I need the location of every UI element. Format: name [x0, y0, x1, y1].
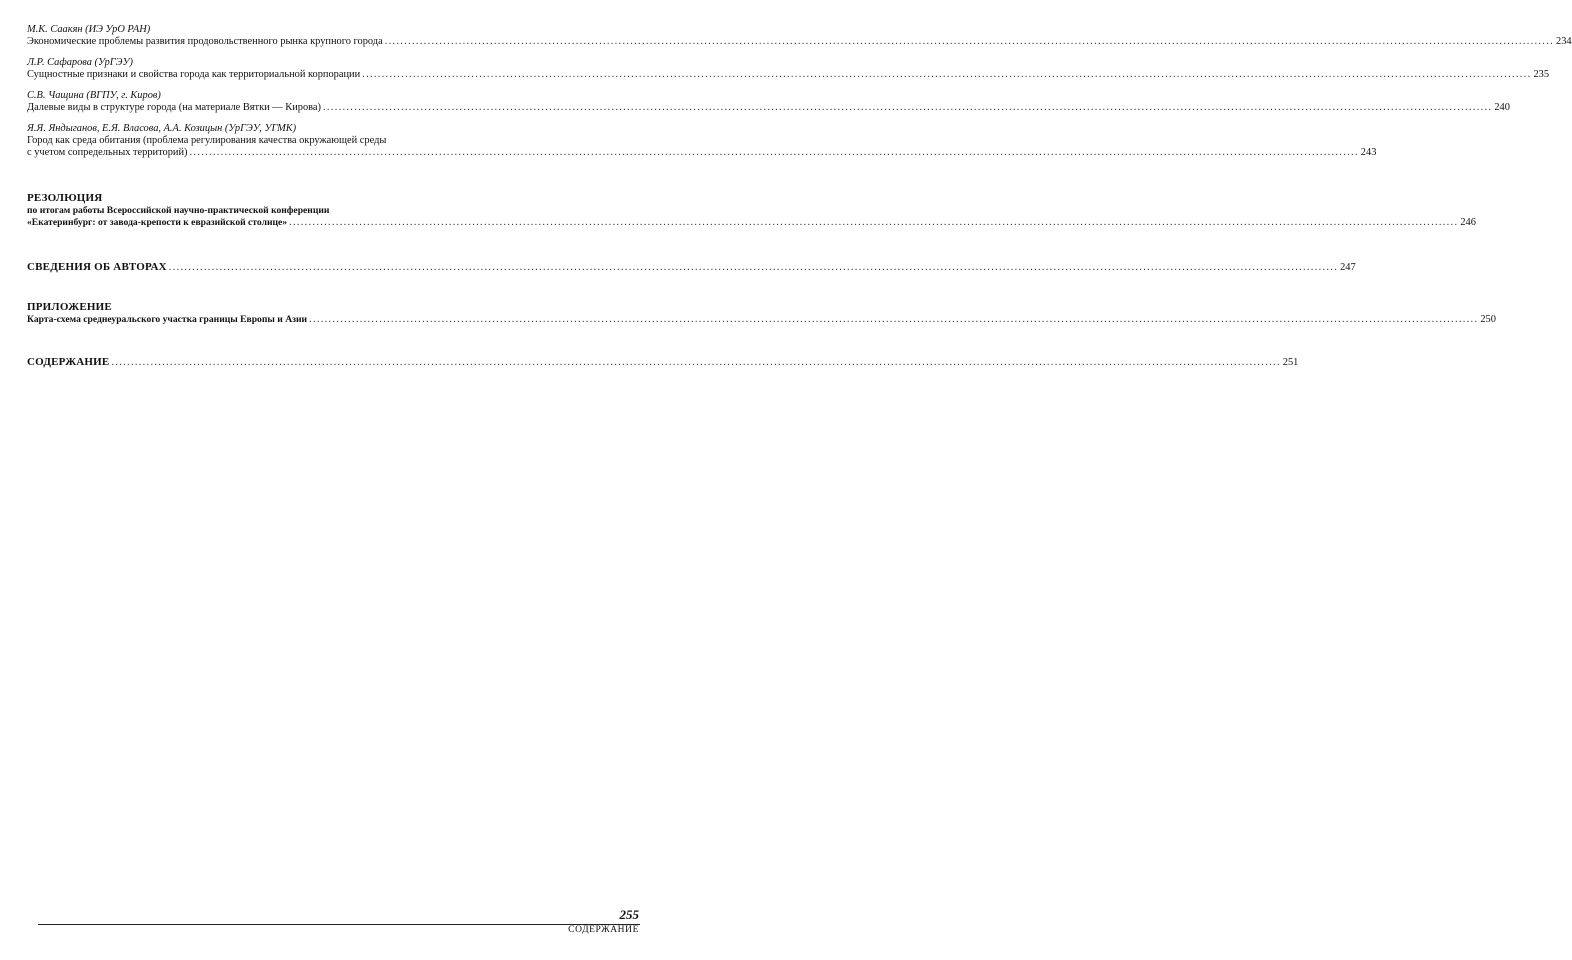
running-head: СОДЕРЖАНИЕ — [568, 925, 639, 935]
entry-title: с учетом сопредельных территорий) — [27, 147, 188, 158]
toc-section-appendix — [27, 301, 1496, 326]
dot-leader: ............................................................................................................................................................................................................................................................................................................ — [384, 36, 1554, 47]
toc-section-authors — [27, 261, 1356, 274]
section-page-number: 250 — [1480, 314, 1496, 325]
dot-leader: ............................................................................................................................................................................................................................................................................................................ — [323, 102, 1493, 113]
entry-page-number: 235 — [1533, 69, 1550, 80]
entry-page-number: 234 — [1556, 36, 1572, 47]
toc-section-resolution — [27, 192, 1476, 229]
entry-author: Л.Р. Сафарова (УрГЭУ) — [27, 57, 133, 68]
dot-leader: ............................................................................................................................................................................................................................................................................................................ — [189, 147, 1359, 158]
toc-entry — [27, 24, 1572, 48]
entry-title-line — [27, 69, 1550, 81]
section-page-number: 247 — [1340, 262, 1356, 273]
section-title: «Екатеринбург: от завода-крепости к евразийской столице» — [27, 217, 288, 228]
dot-leader: ............................................................................................................................................................................................................................................................................................................ — [309, 314, 1479, 325]
section-page-number: 246 — [1460, 217, 1476, 228]
entry-title-line — [27, 147, 1377, 159]
section-heading: ПРИЛОЖЕНИЕ — [27, 301, 112, 313]
toc-entry — [27, 90, 1510, 114]
entry-title: Далевые виды в структуре города (на материале Вятки — Кирова) — [27, 102, 322, 113]
section-title-line — [27, 314, 1496, 326]
entry-page-number: 243 — [1360, 147, 1377, 158]
dot-leader: ............................................................................................................................................................................................................................................................................................................ — [168, 262, 1339, 273]
section-title-line — [27, 217, 1476, 229]
section-subtitle: по итогам работы Всероссийской научно-практической конференции — [27, 205, 330, 216]
section-heading: СОДЕРЖАНИЕ — [27, 356, 110, 368]
toc-entry — [27, 57, 1550, 81]
section-heading: РЕЗОЛЮЦИЯ — [27, 192, 103, 204]
entry-title: Экономические проблемы развития продовольственного рынка крупного города — [27, 36, 383, 47]
dot-leader: ............................................................................................................................................................................................................................................................................................................ — [289, 217, 1459, 228]
section-title-line — [27, 261, 1356, 274]
entry-author: Я.Я. Яндыганов, Е.Я. Власова, А.А. Козицын (УрГЭУ, УГМК) — [27, 123, 297, 134]
entry-author: М.К. Саакян (ИЭ УрО РАН) — [27, 24, 151, 35]
footer-rule — [38, 924, 640, 925]
entry-title-first-line: Город как среда обитания (проблема регулирования качества окружающей среды — [27, 135, 387, 146]
section-heading: СВЕДЕНИЯ ОБ АВТОРАХ — [27, 261, 167, 273]
dot-leader: ............................................................................................................................................................................................................................................................................................................ — [362, 69, 1532, 80]
entry-page-number: 240 — [1494, 102, 1510, 113]
entry-title-line — [27, 102, 1510, 114]
section-title-line — [27, 356, 1299, 369]
section-page-number: 251 — [1282, 357, 1299, 368]
entry-title: Сущностные признаки и свойства города как территориальной корпорации — [27, 69, 361, 80]
toc-entry — [27, 123, 1377, 159]
entry-author: С.В. Чащина (ВГПУ, г. Киров) — [27, 90, 161, 101]
entry-title-line — [27, 36, 1572, 48]
page-number: 255 — [619, 907, 639, 922]
section-title: Карта-схема среднеуральского участка границы Европы и Азии — [27, 314, 308, 325]
dot-leader: ............................................................................................................................................................................................................................................................................................................ — [111, 357, 1281, 368]
toc-section-contents — [27, 356, 1299, 369]
